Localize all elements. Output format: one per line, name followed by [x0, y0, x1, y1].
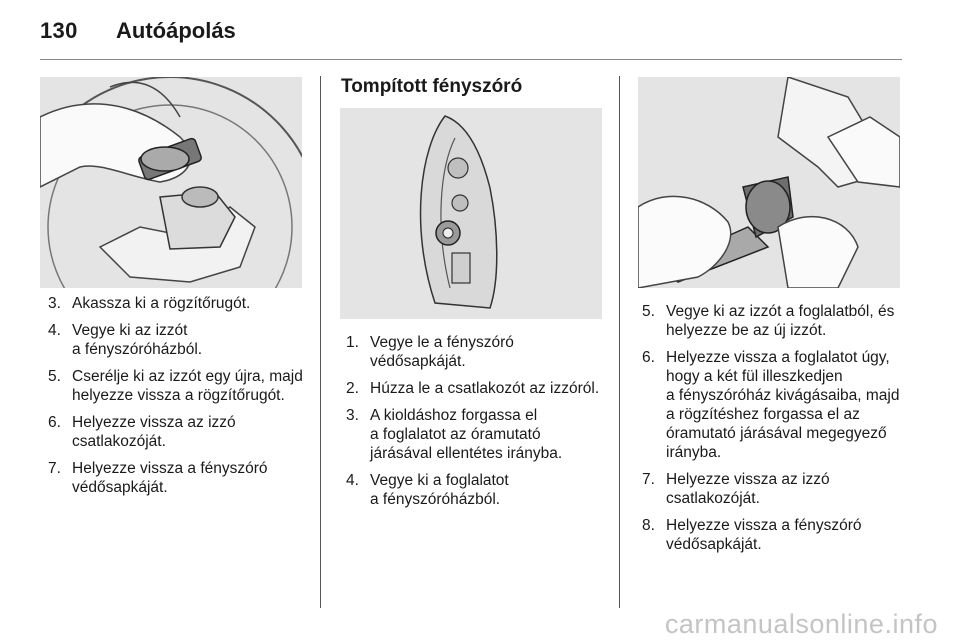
step-text: Cserélje ki az izzót egy újra, majd helyezze vissza a rögzítőrugót.: [72, 368, 303, 404]
middle-steps-list: [346, 333, 611, 517]
watermark: carmanualsonline.info: [664, 609, 938, 639]
step-text: Helyezze vissza a fényszóró védősapkáját.: [72, 460, 268, 496]
column-divider-left: [320, 76, 321, 608]
list-item: [346, 406, 611, 463]
header-rule: [40, 59, 902, 60]
section-title: Tompított fényszóró: [341, 76, 523, 97]
list-item: [642, 516, 907, 554]
list-item: [642, 470, 907, 508]
list-item: [642, 348, 907, 462]
step-text: Helyezze vissza az izzó csatlakozóját.: [666, 471, 830, 507]
step-number: 6.: [48, 414, 61, 431]
step-text: Vegye ki a foglalatot a fényszóróházból.: [370, 472, 509, 508]
list-item: [642, 302, 907, 340]
step-number: 3.: [48, 295, 61, 312]
left-steps-list: [48, 294, 310, 505]
step-text: A kioldáshoz forgassa el a foglalatot az óramutató járásával ellentétes irányba.: [370, 407, 563, 462]
step-number: 2.: [346, 380, 359, 397]
figure-headlamp-housing: [340, 108, 602, 319]
step-text: Helyezze vissza a fényszóró védősapkáját.: [666, 517, 862, 553]
step-text: Helyezze vissza a foglalatot úgy, hogy a két fül illeszkedjen a fényszóróház kivágásaiba, majd a rögzítéshez forgassa el az óramutató járásával megegyező irányba.: [666, 349, 900, 461]
step-text: Helyezze vissza az izzó csatlakozóját.: [72, 414, 236, 450]
step-text: Vegye le a fényszóró védősapkáját.: [370, 334, 514, 370]
list-item: [48, 413, 310, 451]
page-title: Autóápolás: [116, 18, 236, 43]
step-number: 5.: [642, 303, 655, 320]
column-divider-right: [619, 76, 620, 608]
step-number: 7.: [642, 471, 655, 488]
right-steps-list: [642, 302, 907, 562]
step-text: Vegye ki az izzót a fényszóróházból.: [72, 322, 203, 358]
list-item: [48, 459, 310, 497]
figure-bulb-removal: [40, 77, 302, 288]
list-item: [346, 333, 611, 371]
step-text: Akassza ki a rögzítőrugót.: [72, 295, 251, 312]
bulb-removal-illustration: [40, 77, 302, 288]
step-number: 6.: [642, 349, 655, 366]
headlamp-housing-illustration: [340, 108, 602, 319]
step-number: 7.: [48, 460, 61, 477]
list-item: [346, 379, 611, 398]
step-number: 3.: [346, 407, 359, 424]
list-item: [48, 321, 310, 359]
step-number: 4.: [346, 472, 359, 489]
page-number: 130: [40, 18, 78, 43]
step-number: 8.: [642, 517, 655, 534]
step-number: 5.: [48, 368, 61, 385]
figure-bulb-replacement: [638, 77, 900, 288]
step-number: 4.: [48, 322, 61, 339]
list-item: [346, 471, 611, 509]
step-text: Vegye ki az izzót a foglalatból, és helyezze be az új izzót.: [666, 303, 895, 339]
step-number: 1.: [346, 334, 359, 351]
step-text: Húzza le a csatlakozót az izzóról.: [370, 380, 600, 397]
list-item: [48, 294, 310, 313]
list-item: [48, 367, 310, 405]
bulb-replacement-illustration: [638, 77, 900, 288]
